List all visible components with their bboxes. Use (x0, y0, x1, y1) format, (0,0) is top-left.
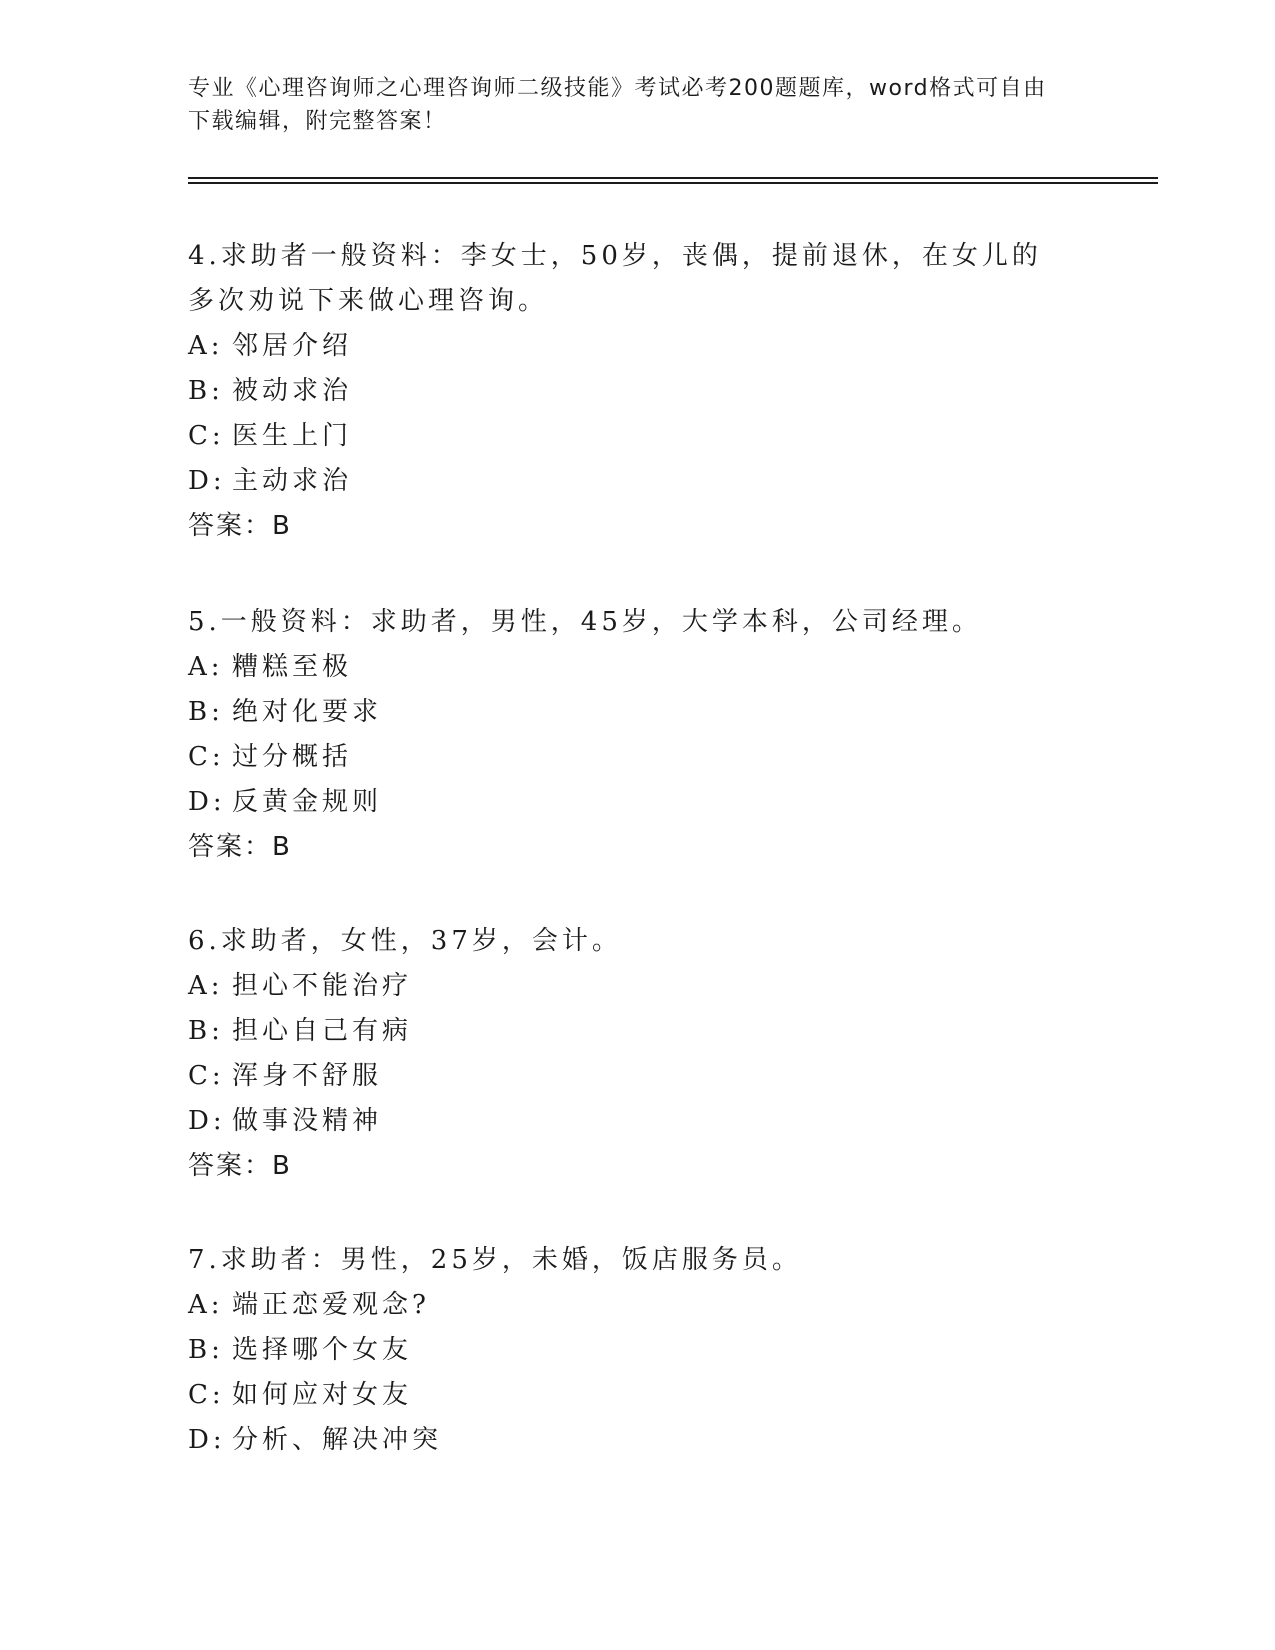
option-text: 邻居介绍 (232, 331, 353, 361)
option-text: 选择哪个女友 (232, 1335, 413, 1365)
question-4 (188, 234, 1068, 549)
option-c (188, 735, 1068, 780)
option-d (188, 1099, 1068, 1144)
option-letter: A: (188, 971, 224, 1001)
option-letter: C: (188, 742, 225, 772)
option-text: 担心不能治疗 (232, 971, 413, 1001)
option-b (188, 1009, 1068, 1054)
option-c (188, 414, 1068, 459)
question-stem: 6.求助者，女性，37岁，会计。 (188, 926, 622, 956)
option-b (188, 690, 1068, 735)
question-7 (188, 1238, 1068, 1463)
option-b (188, 369, 1068, 414)
option-text: 担心自己有病 (232, 1016, 413, 1046)
option-text: 端正恋爱观念? (232, 1290, 430, 1320)
question-stem: 5.一般资料：求助者，男性，45岁，大学本科，公司经理。 (188, 607, 982, 637)
option-letter: D: (188, 787, 226, 817)
option-a (188, 324, 1068, 369)
option-a (188, 1283, 1068, 1328)
option-text: 做事没精神 (232, 1106, 383, 1136)
option-letter: C: (188, 421, 225, 451)
answer-line: 答案：B (188, 832, 292, 862)
document-intro: 专业《心理咨询师之心理咨询师二级技能》考试必考200题题库，word格式可自由下载编辑，附完整答案！ (188, 76, 1047, 134)
option-text: 如何应对女友 (232, 1380, 413, 1410)
header-divider-top (188, 177, 1158, 179)
option-text: 被动求治 (232, 376, 353, 406)
option-letter: C: (188, 1380, 225, 1410)
answer-line: 答案：B (188, 1151, 292, 1181)
option-text: 糟糕至极 (232, 652, 353, 682)
option-text: 过分概括 (232, 742, 353, 772)
option-letter: B: (188, 697, 224, 727)
option-c (188, 1054, 1068, 1099)
header-divider-bottom (188, 182, 1158, 184)
option-text: 绝对化要求 (232, 697, 383, 727)
option-a (188, 964, 1068, 1009)
option-c (188, 1373, 1068, 1418)
option-text: 浑身不舒服 (232, 1061, 383, 1091)
option-b (188, 1328, 1068, 1373)
option-letter: B: (188, 376, 224, 406)
question-stem: 7.求助者：男性，25岁，未婚，饭店服务员。 (188, 1245, 802, 1275)
question-6 (188, 919, 1068, 1189)
option-a (188, 645, 1068, 690)
option-text: 主动求治 (232, 466, 353, 496)
option-text: 医生上门 (232, 421, 353, 451)
option-letter: A: (188, 331, 224, 361)
option-letter: A: (188, 652, 224, 682)
option-d (188, 780, 1068, 825)
option-letter: B: (188, 1335, 224, 1365)
option-d (188, 459, 1068, 504)
option-d (188, 1418, 1068, 1463)
option-letter: A: (188, 1290, 224, 1320)
answer-line: 答案：B (188, 511, 292, 541)
option-letter: D: (188, 1425, 226, 1455)
question-stem: 4.求助者一般资料：李女士，50岁，丧偶，提前退休，在女儿的多次劝说下来做心理咨询。 (188, 241, 1042, 316)
option-text: 分析、解决冲突 (232, 1425, 443, 1455)
option-letter: C: (188, 1061, 225, 1091)
option-text: 反黄金规则 (232, 787, 383, 817)
option-letter: B: (188, 1016, 224, 1046)
option-letter: D: (188, 1106, 226, 1136)
option-letter: D: (188, 466, 226, 496)
question-5 (188, 600, 1068, 870)
